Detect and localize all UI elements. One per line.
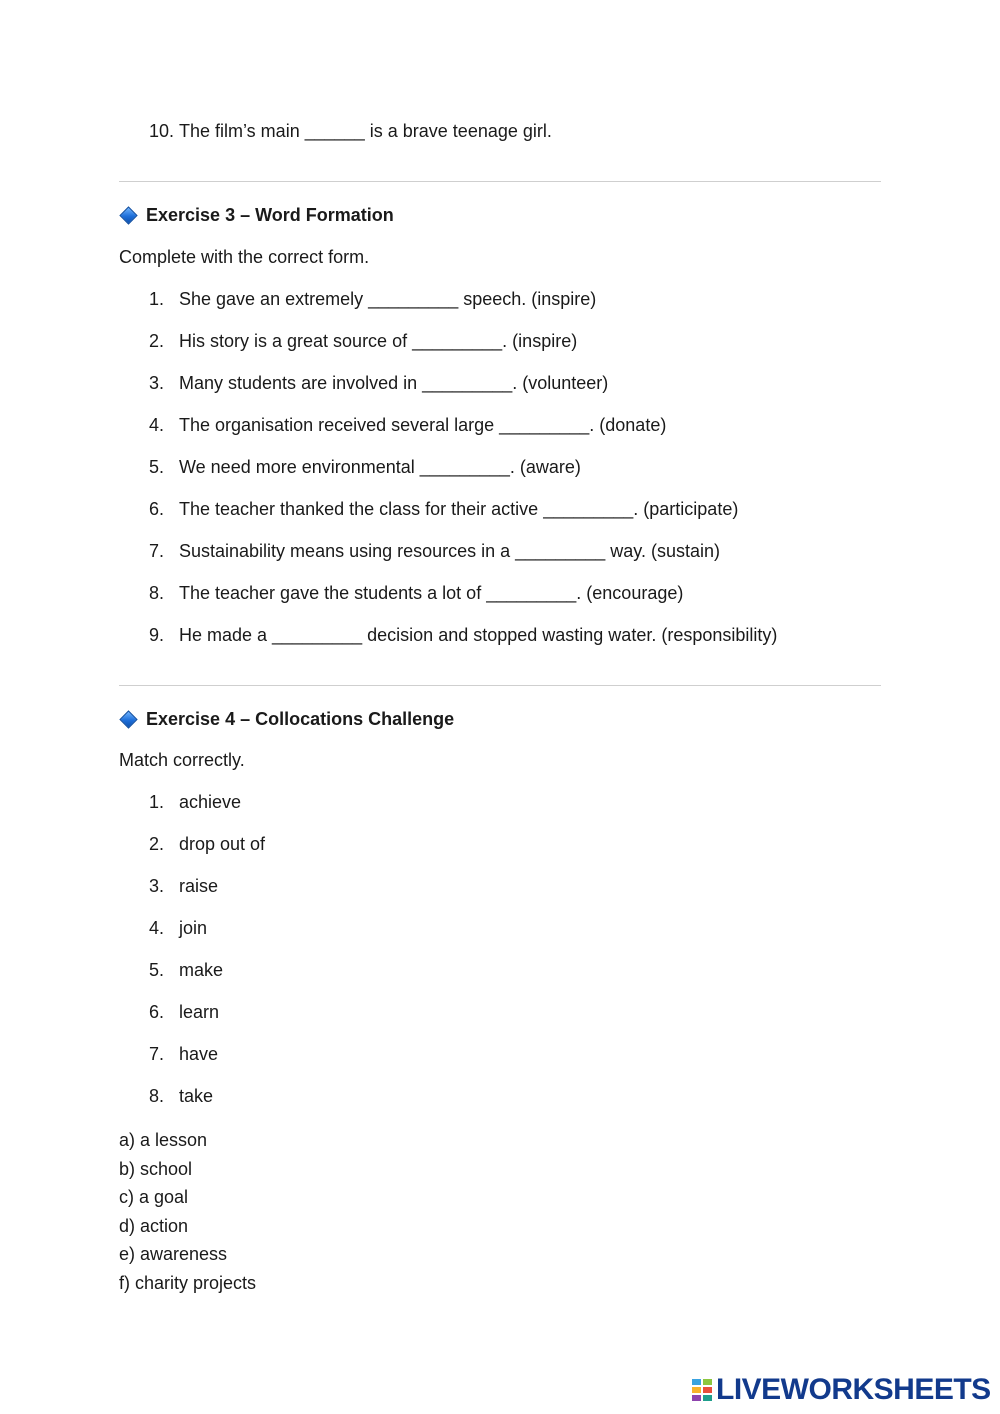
exercise3-list: [149, 287, 777, 665]
exercise2-item-10: [149, 119, 552, 143]
list-item: [149, 455, 777, 497]
item-number: 4.: [149, 415, 165, 435]
item-text: His story is a great source of _________. (inspire): [179, 331, 578, 351]
exercise3-title-text: Exercise 3 – Word Formation: [146, 205, 394, 225]
item-text: Sustainability means using resources in a _________ way. (sustain): [179, 541, 720, 561]
item-text: make: [179, 960, 224, 980]
item-number: 10.: [149, 121, 175, 141]
option-item: e) awareness: [119, 1244, 228, 1264]
list-item: [149, 371, 777, 413]
item-text: take: [179, 1086, 214, 1106]
item-text: She gave an extremely _________ speech. (inspire): [179, 289, 597, 309]
section-divider: [119, 685, 881, 686]
item-text: We need more environmental _________. (aware): [179, 457, 581, 477]
item-number: 1.: [149, 792, 165, 812]
item-text: Many students are involved in _________. (volunteer): [179, 373, 609, 393]
option-item: b) school: [119, 1158, 193, 1179]
item-text: join: [179, 918, 208, 938]
item-number: 5.: [149, 960, 165, 980]
exercise4-title: [119, 707, 454, 731]
item-text: learn: [179, 1002, 220, 1022]
item-number: 6.: [149, 1002, 165, 1022]
item-number: 8.: [149, 583, 165, 603]
item-number: 7.: [149, 541, 165, 561]
brand-name: LIVEWORKSHEETS: [716, 1373, 991, 1406]
list-item: [149, 623, 777, 665]
list-item: [149, 1000, 265, 1042]
item-text: achieve: [179, 792, 242, 812]
list-item: [149, 1042, 265, 1084]
item-text: The film’s main ______ is a brave teenage girl.: [179, 121, 552, 141]
item-number: 2.: [149, 331, 165, 351]
list-item: [149, 916, 265, 958]
item-number: 1.: [149, 289, 165, 309]
list-item: [149, 497, 777, 539]
item-number: 6.: [149, 499, 165, 519]
list-item: [149, 874, 265, 916]
exercise4-list: [149, 790, 265, 1126]
item-text: raise: [179, 876, 219, 896]
item-text: The teacher thanked the class for their active _________. (participate): [179, 499, 739, 519]
option-item: d) action: [119, 1215, 189, 1236]
exercise4-title-text: Exercise 4 – Collocations Challenge: [146, 709, 455, 729]
liveworksheets-logo[interactable]: [692, 1374, 991, 1406]
item-text: He made a _________ decision and stopped wasting water. (responsibility): [179, 625, 778, 645]
item-number: 4.: [149, 918, 165, 938]
item-number: 9.: [149, 625, 165, 645]
list-item: [149, 958, 265, 1000]
list-item: [149, 832, 265, 874]
item-text: The teacher gave the students a lot of _________. (encourage): [179, 583, 684, 603]
option-item: a) a lesson: [119, 1130, 208, 1150]
option-item: f) charity projects: [119, 1272, 257, 1293]
item-text: drop out of: [179, 834, 266, 854]
section-divider: [119, 181, 881, 182]
blue-diamond-icon: [119, 710, 137, 728]
blue-diamond-icon: [119, 206, 137, 224]
item-text: The organisation received several large _________. (donate): [179, 415, 667, 435]
exercise4-options: [119, 1126, 256, 1297]
item-number: 5.: [149, 457, 165, 477]
option-item: c) a goal: [119, 1187, 189, 1207]
list-item: [149, 539, 777, 581]
exercise3-title: [119, 203, 394, 227]
list-item: [149, 790, 265, 832]
item-number: 3.: [149, 373, 165, 393]
list-item: [149, 287, 777, 329]
exercise4-instruction: Match correctly.: [119, 750, 245, 770]
item-number: 7.: [149, 1044, 165, 1064]
item-number: 3.: [149, 876, 165, 896]
item-text: have: [179, 1044, 219, 1064]
list-item: [149, 581, 777, 623]
item-number: 8.: [149, 1086, 165, 1106]
item-number: 2.: [149, 834, 165, 854]
list-item: [149, 413, 777, 455]
liveworksheets-logo-icon: [692, 1377, 714, 1403]
exercise3-instruction: Complete with the correct form.: [119, 247, 370, 267]
list-item: [149, 329, 777, 371]
list-item: [149, 1084, 265, 1126]
